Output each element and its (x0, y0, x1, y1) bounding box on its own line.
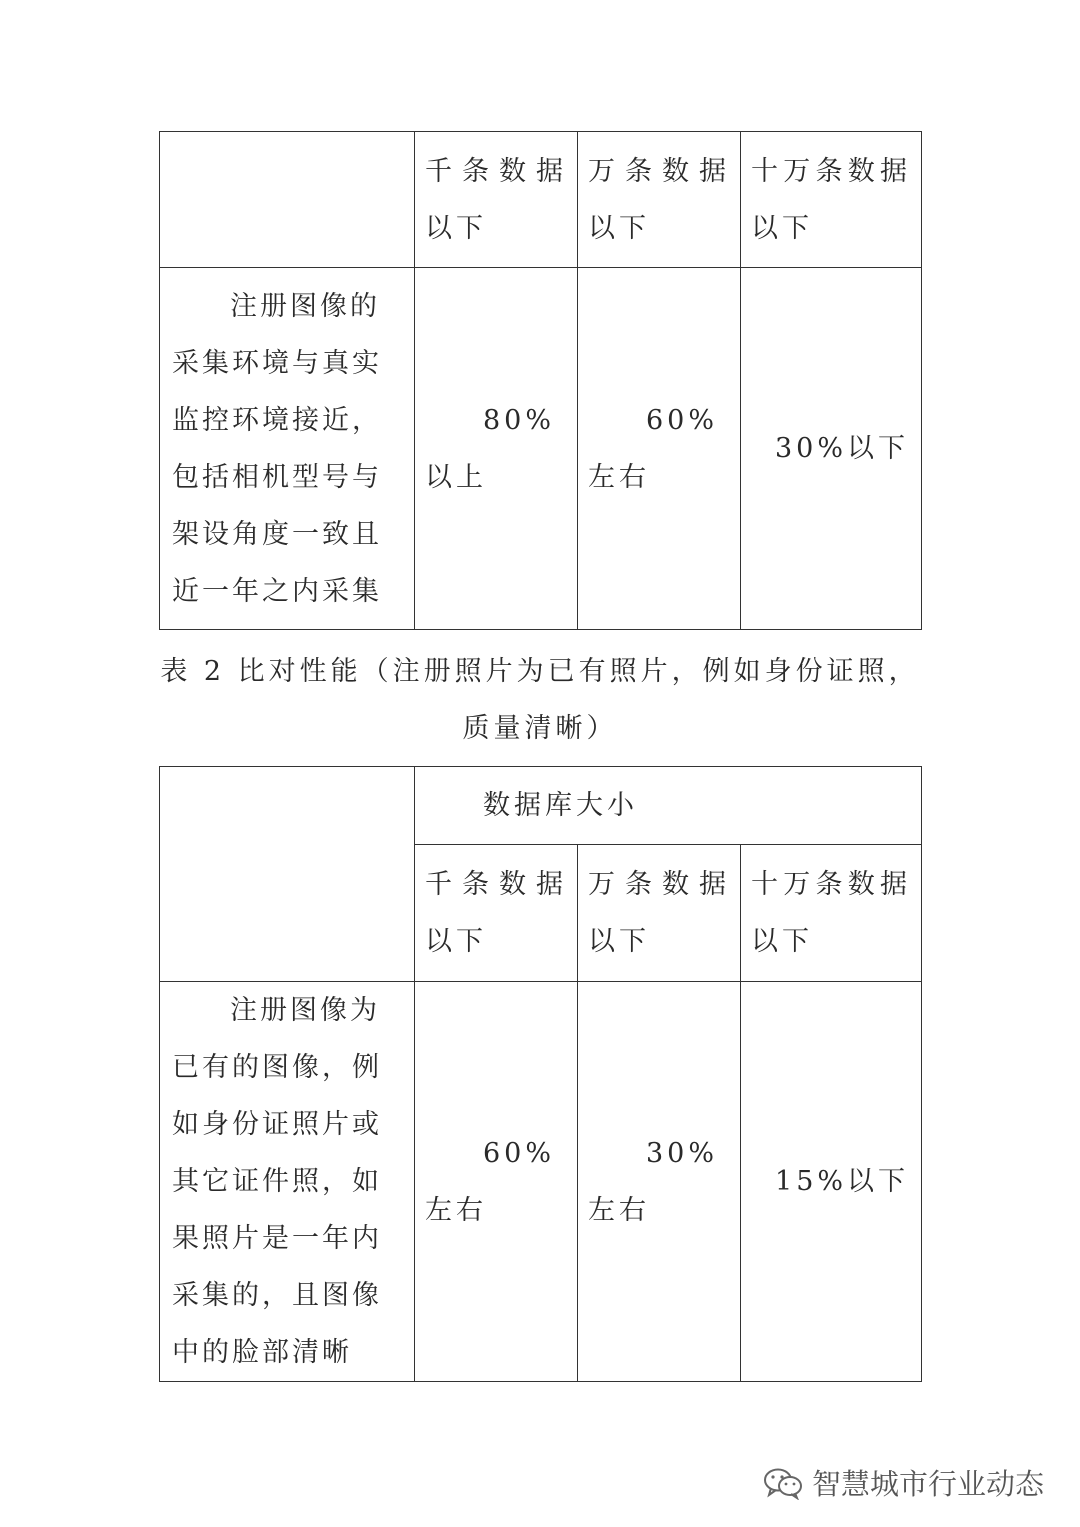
table-2 (159, 766, 922, 1382)
watermark-text: 智慧城市行业动态 (811, 1467, 1044, 1501)
header-cell: 千条数据以下 (415, 845, 578, 982)
value-cell: 60%左右 (415, 982, 578, 1382)
header-cell: 万条数据以下 (578, 845, 741, 982)
table-row (160, 268, 922, 630)
value-cell: 15%以下 (741, 982, 922, 1382)
header-empty-cell (160, 767, 415, 982)
database-size-header: 数据库大小 (415, 767, 922, 845)
row-description: 注册图像的采集环境与真实监控环境接近，包括相机型号与架设角度一致且近一年之内采集 (160, 268, 415, 630)
header-cell: 万条数据以下 (578, 132, 741, 268)
header-cell: 千条数据以下 (415, 132, 578, 268)
value-cell: 60%左右 (578, 268, 741, 630)
watermark (762, 1462, 1044, 1503)
table-1 (159, 131, 922, 630)
header-cell: 十万条数据以下 (741, 132, 922, 268)
header-cell: 十万条数据以下 (741, 845, 922, 982)
header-empty-cell (160, 132, 415, 268)
table-2-caption: 表 2 比对性能（注册照片为已有照片，例如身份证照， (160, 656, 920, 687)
table-header-row (160, 132, 922, 268)
group-header-row (160, 767, 922, 845)
row-description: 注册图像为已有的图像，例如身份证照片或其它证件照，如果照片是一年内采集的，且图像中的脸部清晰 (160, 982, 415, 1382)
table-2-caption-continued: 质量清晰） (462, 713, 618, 744)
value-cell: 30%左右 (578, 982, 741, 1382)
value-cell: 80%以上 (415, 268, 578, 630)
wechat-icon (762, 1466, 804, 1500)
value-cell: 30%以下 (741, 268, 922, 630)
table-row (160, 982, 922, 1382)
